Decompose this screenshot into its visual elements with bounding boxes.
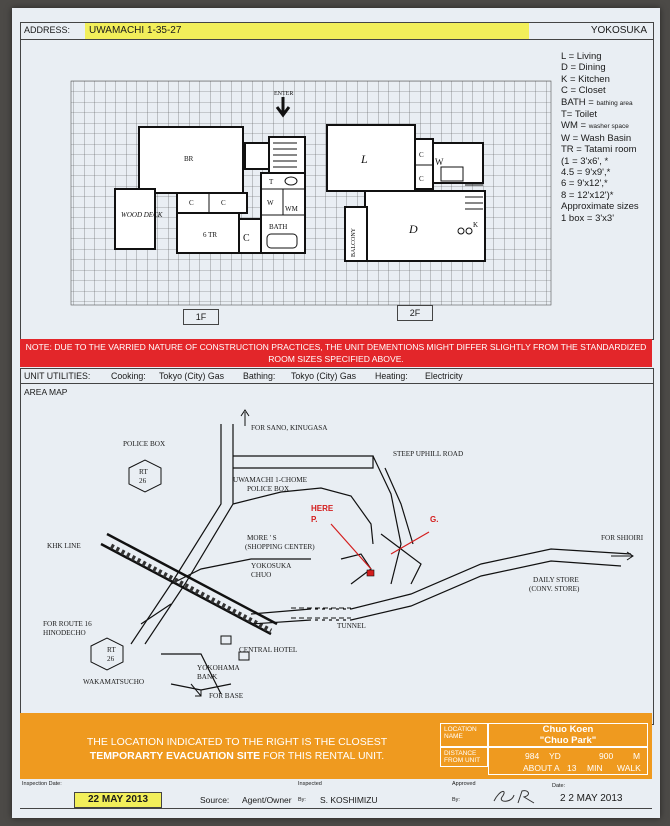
- distance-label: DISTANCE FROM UNIT: [440, 747, 488, 767]
- map-label-rt26-top-num: 26: [139, 477, 147, 485]
- inspection-sheet: [12, 8, 660, 818]
- area-map-drawing: [21, 384, 653, 724]
- room-c3-label: C: [243, 233, 250, 244]
- address-row: [20, 22, 654, 40]
- room-c2-label: C: [221, 199, 226, 207]
- map-label-shioiri: FOR SHIOIRI: [601, 534, 644, 542]
- map-label-rt26-bottom: RT: [107, 646, 116, 654]
- room-k-label: K: [473, 221, 479, 229]
- room-l-label: L: [361, 152, 368, 166]
- here-pointer: [331, 524, 371, 569]
- map-label-yokosuka: YOKOSUKA: [251, 562, 292, 570]
- distance-meters: 900: [599, 751, 614, 761]
- rt26-top-sign: [129, 460, 161, 492]
- approved-label: Approved: [452, 781, 476, 787]
- approved-by-label: By:: [452, 797, 460, 803]
- room-c4-label: C: [419, 151, 424, 159]
- map-label-mores: MORE ' S: [247, 534, 277, 542]
- room-tr-label: 6 TR: [203, 231, 218, 239]
- legend-box: 1 box = 3'x3': [561, 212, 615, 224]
- map-label-khk: KHK LINE: [47, 542, 81, 550]
- walk-minutes: 13: [567, 763, 577, 773]
- legend-item: K = Kitchen: [561, 73, 610, 85]
- approval-date-value: 2 2 MAY 2013: [560, 793, 623, 804]
- inspection-footer: [20, 781, 652, 811]
- utilities-label: UNIT UTILITIES:: [24, 371, 91, 381]
- legend-item: D = Dining: [561, 62, 606, 74]
- map-label-steep: STEEP UPHILL ROAD: [393, 450, 464, 458]
- cooking-label: Cooking:: [111, 371, 146, 381]
- legend-item-wm: WM = washer space: [561, 120, 629, 132]
- distance-meters-unit: M: [633, 751, 641, 761]
- map-label-hinodecho: HINODECHO: [43, 629, 86, 637]
- room-wm-label: WM: [285, 205, 298, 213]
- room-t-label: T: [269, 178, 274, 186]
- evacuation-site-band: [20, 713, 652, 779]
- enter-label: ENTER: [274, 91, 294, 97]
- map-label-police-box: POLICE BOX: [123, 440, 166, 448]
- map-label-here: HERE: [311, 504, 334, 513]
- walk-about: ABOUT A: [523, 763, 560, 773]
- floor-2f-label: 2F: [397, 305, 433, 321]
- area-map-title: AREA MAP: [24, 387, 68, 397]
- map-label-ybank: YOKOHAMA: [197, 664, 240, 672]
- legend-item: W = Wash Basin: [561, 132, 632, 144]
- floor-plan-section: [20, 39, 654, 340]
- room-d-label: D: [409, 222, 418, 236]
- approver-signature: [488, 785, 548, 807]
- map-label-central-hotel: CENTRAL HOTEL: [239, 646, 298, 654]
- walk-label: WALK: [617, 763, 641, 773]
- legend-item: C = Closet: [561, 85, 606, 97]
- legend-item-bath: BATH = bathing area: [561, 96, 633, 108]
- distance-values: [488, 747, 648, 775]
- room-w-label: W: [267, 199, 274, 207]
- room-br-label: BR: [184, 155, 194, 163]
- floor-plan-drawing: [21, 39, 653, 339]
- approval-date-label: Date:: [552, 783, 566, 789]
- inspector-name: S. KOSHIMIZU: [320, 795, 378, 805]
- source-value: Agent/Owner: [242, 795, 292, 805]
- map-label-p: P.: [311, 515, 318, 524]
- room-w2-label: W: [435, 157, 444, 167]
- inspected-label: Inspected: [298, 781, 322, 787]
- distance-yards-unit: YD: [549, 751, 561, 761]
- room-c1-label: C: [189, 199, 194, 207]
- map-label-rt26-top: RT: [139, 468, 148, 476]
- map-label-ybank-sub: BANK: [197, 673, 218, 681]
- legend-item: TR = Tatami room: [561, 144, 637, 156]
- room-balcony-label: BALCONY: [351, 227, 357, 257]
- map-label-chuo: CHUO: [251, 571, 272, 579]
- map-label-g: G.: [430, 515, 439, 524]
- here-marker: [367, 570, 374, 576]
- unit-utilities-row: [20, 368, 654, 384]
- distance-yards: 984: [525, 751, 540, 761]
- room-c5-label: C: [419, 175, 424, 183]
- legend-approx: Approximate sizes: [561, 201, 639, 213]
- north-arrow-icon: [241, 410, 249, 426]
- rt26-bottom-sign: [91, 638, 123, 670]
- heating-label: Heating:: [375, 371, 408, 381]
- walk-minutes-unit: MIN: [587, 763, 603, 773]
- legend-size: 6 = 9'x12',*: [561, 178, 608, 190]
- room-bath-label: BATH: [269, 223, 288, 231]
- location-name-value: Chuo Koen "Chuo Park": [488, 723, 648, 747]
- bathing-label: Bathing:: [243, 371, 276, 381]
- legend-item: L = Living: [561, 51, 602, 62]
- map-label-wakamatsucho: WAKAMATSUCHO: [83, 678, 145, 686]
- legend-size: (1 = 3'x6', *: [561, 155, 609, 167]
- legend-size: 8 = 12'x12')*: [561, 189, 614, 201]
- source-label: Source:: [200, 795, 230, 805]
- legend-size: 4.5 = 9'x9',*: [561, 167, 611, 179]
- address-label: ADDRESS:: [24, 25, 71, 35]
- inspected-by-label: By:: [298, 797, 306, 803]
- construction-note: NOTE: DUE TO THE VARRIED NATURE OF CONSTRUCTION PRACTICES, THE UNIT DEMENTIONS MIGHT DIFFER SLIGHTLY FROM THE STANDARDIZED ROOM SIZES SPECIFIED ABOVE.: [20, 339, 652, 367]
- room-wood-deck-label: WOOD DECK: [121, 211, 163, 219]
- map-label-mores-sub: (SHOPPING CENTER): [245, 543, 315, 551]
- map-label-daily: DAILY STORE: [533, 576, 579, 584]
- area-map: [20, 383, 654, 725]
- legend: [561, 51, 639, 224]
- inspection-date-label: Inspection Date:: [22, 781, 62, 787]
- map-label-tunnel: TUNNEL: [337, 622, 366, 630]
- map-label-uwamachi-police: POLICE BOX: [247, 485, 290, 493]
- location-name-label: LOCATION NAME: [440, 723, 488, 747]
- inspection-date-value: 22 MAY 2013: [74, 792, 162, 808]
- floor-1f-label: 1F: [183, 309, 219, 325]
- map-label-route16: FOR ROUTE 16: [43, 620, 92, 628]
- cooking-value: Tokyo (City) Gas: [159, 371, 225, 381]
- heating-value: Electricity: [425, 371, 463, 381]
- map-label-conv: (CONV. STORE): [529, 585, 580, 593]
- map-label-sano: FOR SANO, KINUGASA: [251, 424, 328, 432]
- map-label-uwamachi: UWAMACHI 1-CHOME: [233, 476, 308, 484]
- map-label-base: FOR BASE: [209, 692, 244, 700]
- address-value: UWAMACHI 1-35-27: [85, 23, 529, 39]
- evacuation-message: THE LOCATION INDICATED TO THE RIGHT IS THE CLOSEST TEMPORARTY EVACUATION SITE FOR THIS RENTAL UNIT.: [86, 736, 388, 762]
- city-name: YOKOSUKA: [590, 25, 647, 36]
- map-label-rt26-bottom-num: 26: [107, 655, 115, 663]
- bathing-value: Tokyo (City) Gas: [291, 371, 357, 381]
- legend-item: T= Toilet: [561, 109, 597, 121]
